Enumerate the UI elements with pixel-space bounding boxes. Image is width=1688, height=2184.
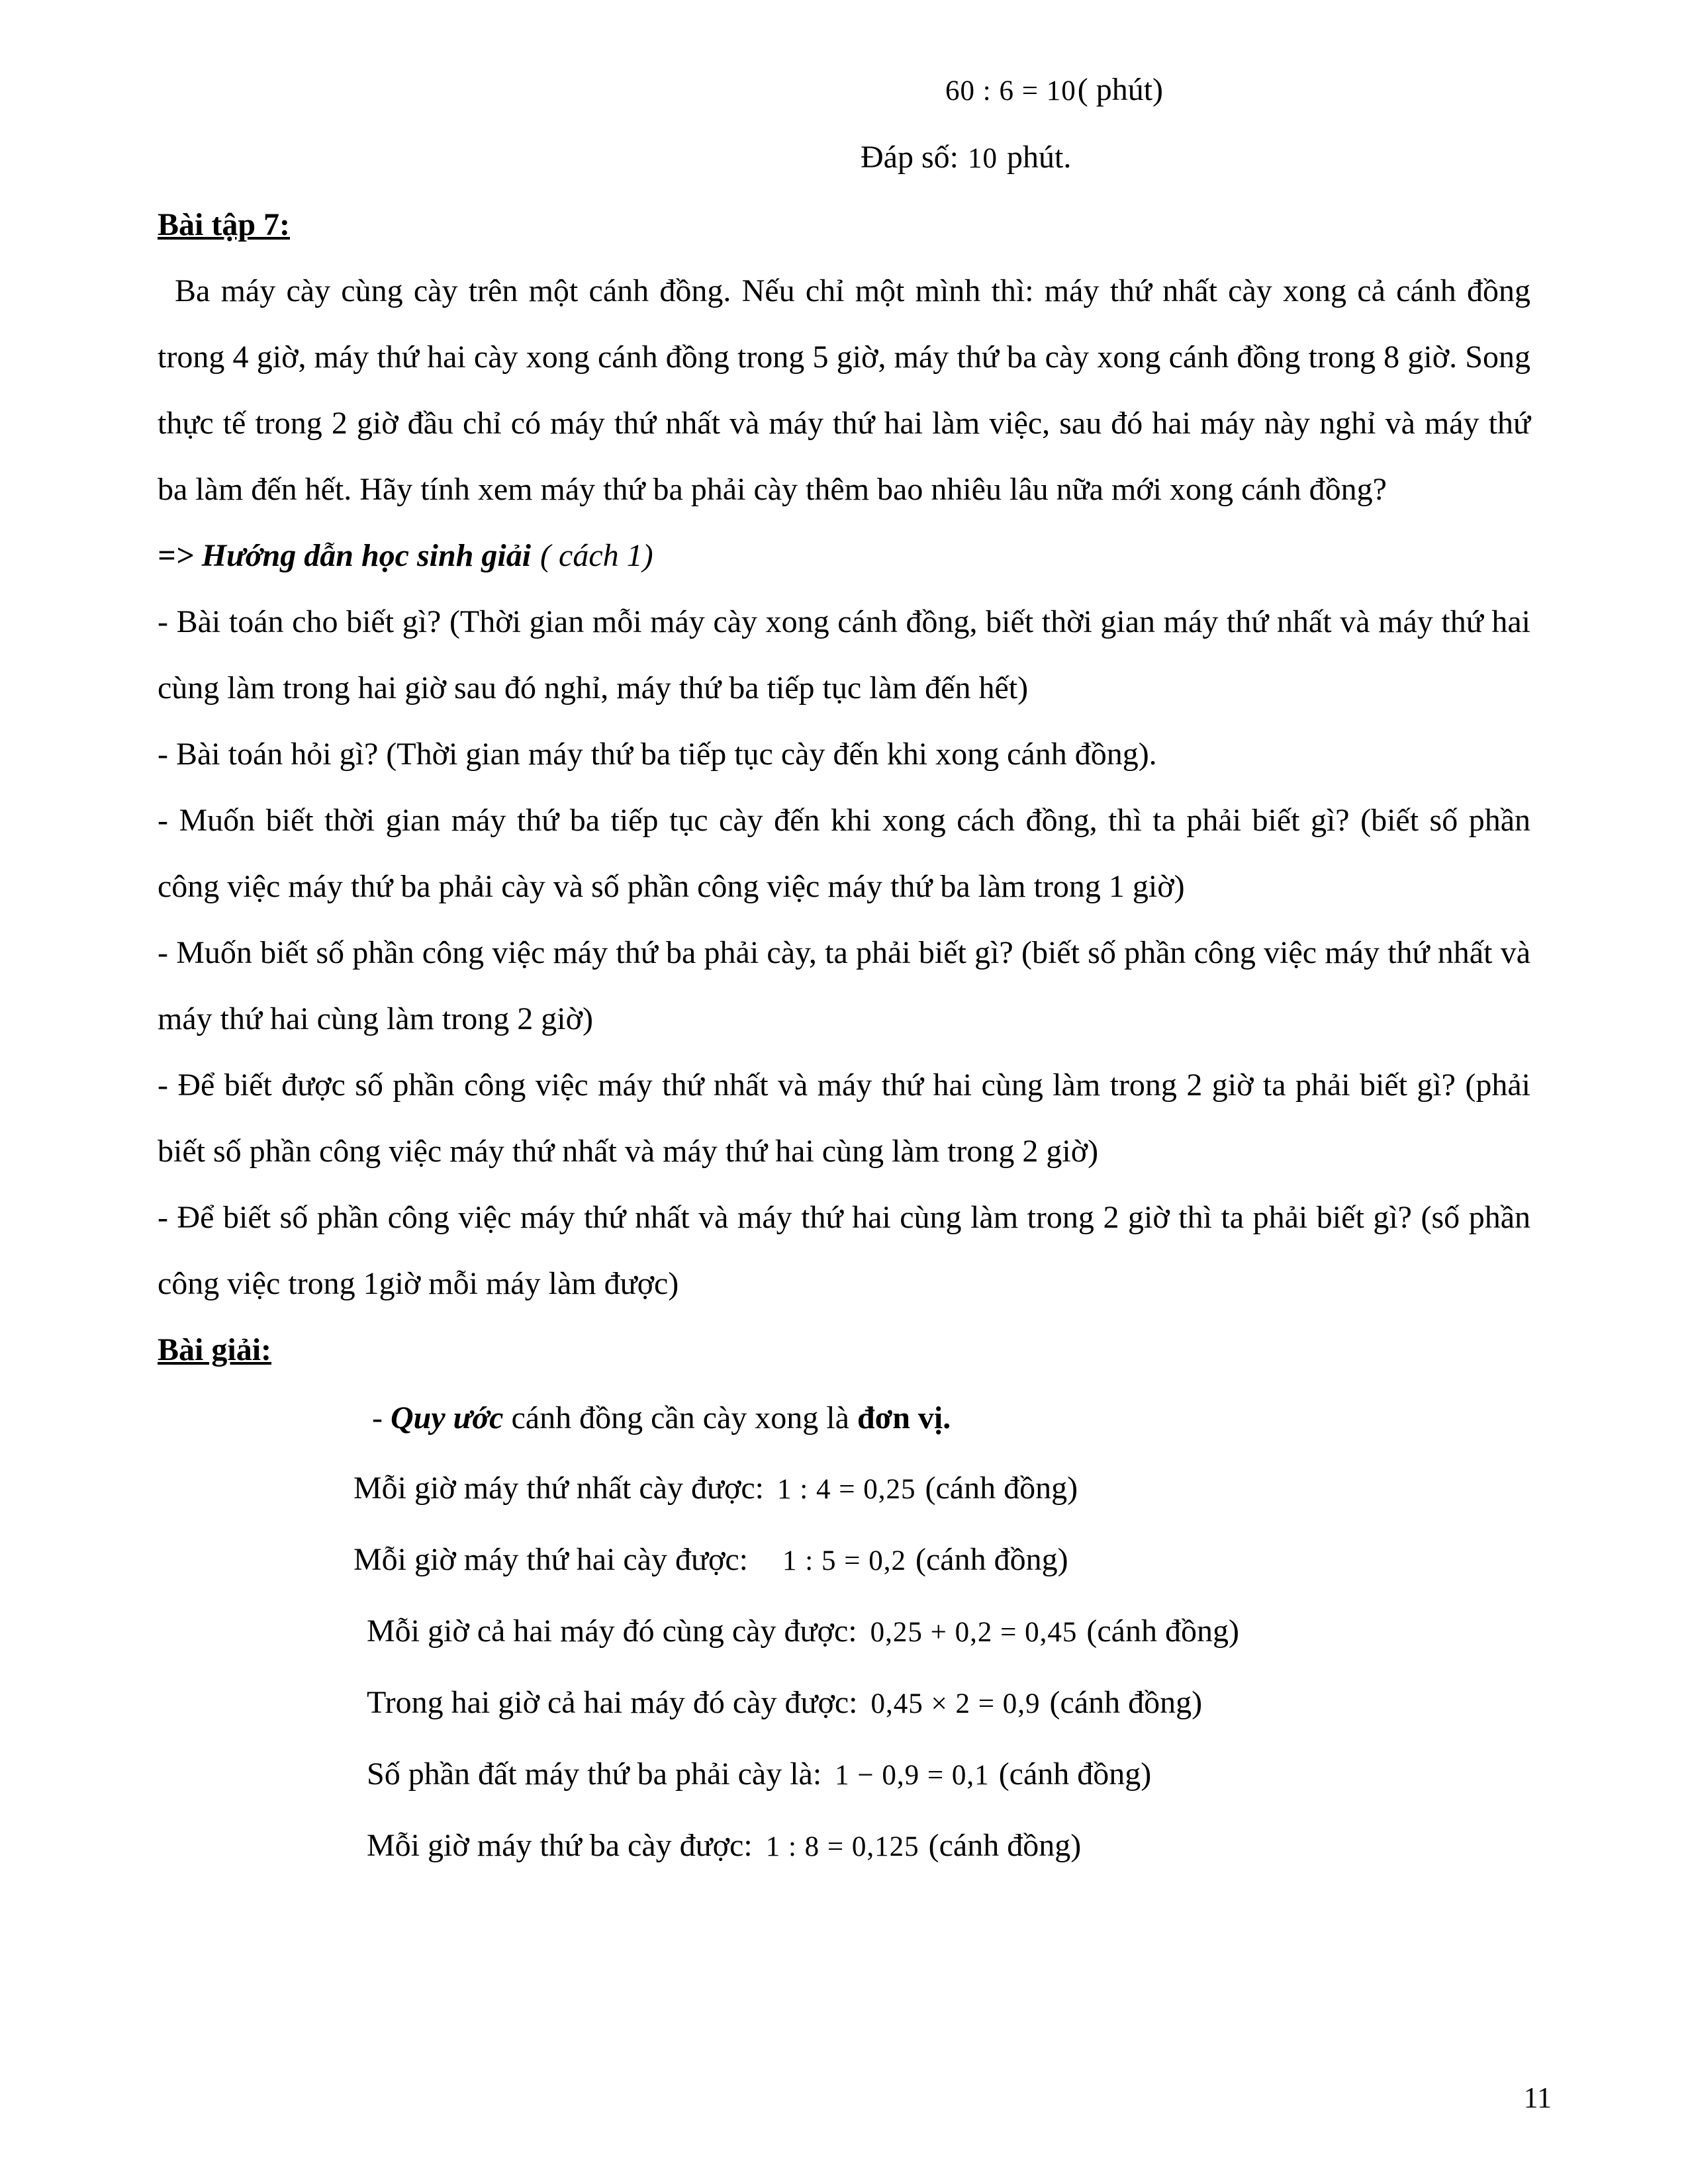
step-label: Mỗi giờ máy thứ nhất cày được: (353, 1471, 765, 1506)
answer-value: 10 (967, 143, 998, 174)
convention-term: Quy ước (390, 1400, 504, 1435)
step-unit: (cánh đồng) (1049, 1685, 1203, 1720)
question-2: - Bài toán hỏi gì? (Thời gian máy thứ ba tiếp tục cày đến khi xong cánh đồng). (158, 737, 1157, 772)
step-unit: (cánh đồng) (998, 1756, 1152, 1792)
step-formula: 0,45 × 2 = 0,9 (870, 1688, 1041, 1719)
solution-step-5 (367, 1739, 1530, 1811)
step-unit: (cánh đồng) (1086, 1614, 1239, 1649)
solution-step-3 (367, 1596, 1530, 1668)
convention-dash: - (372, 1400, 391, 1435)
step-formula: 1 − 0,9 = 0,1 (835, 1760, 990, 1791)
convention-emphasis: đơn vị. (857, 1400, 951, 1435)
answer-formula-unit: ( phút) (1077, 72, 1164, 107)
step-label: Số phần đất máy thứ ba phải cày là: (367, 1756, 822, 1792)
question-4: - Muốn biết số phần công việc máy thứ ba phải cày, ta phải biết gì? (biết số phần công việc máy thứ nhất và máy thứ hai cùng làm trong 2 giờ) (158, 935, 1530, 1036)
solution-block (353, 1383, 1530, 1882)
convention-line (372, 1383, 1530, 1453)
solution-step-6 (367, 1811, 1530, 1882)
question-1: - Bài toán cho biết gì? (Thời gian mỗi máy cày xong cánh đồng, biết thời gian máy thứ nhất và máy thứ hai cùng làm trong hai giờ sau đó nghỉ, máy thứ ba tiếp tục làm đến hết) (158, 604, 1530, 705)
guidance-heading (158, 523, 1530, 589)
answer-result-line (861, 124, 1530, 192)
step-formula: 0,25 + 0,2 = 0,45 (870, 1617, 1078, 1648)
exercise-heading: Bài tập 7: (158, 207, 291, 242)
guidance-note: ( cách 1) (540, 538, 653, 573)
solution-heading: Bài giải: (158, 1332, 272, 1367)
question-3: - Muốn biết thời gian máy thứ ba tiếp tục cày đến khi xong cách đồng, thì ta phải biết gì? (biết số phần công việc máy thứ ba phải cày và số phần công việc máy thứ ba làm trong 1 giờ) (158, 803, 1530, 904)
step-formula: 1 : 4 = 0,25 (777, 1474, 916, 1505)
step-label: Mỗi giờ máy thứ hai cày được: (353, 1542, 749, 1577)
convention-text: cánh đồng cần cày xong là (503, 1400, 857, 1435)
guidance-title: => Hướng dẫn học sinh giải (158, 538, 532, 573)
question-5: - Để biết được số phần công việc máy thứ nhất và máy thứ hai cùng làm trong 2 giờ ta phải biết gì? (phải biết số phần công việc máy thứ nhất và máy thứ hai cùng làm trong 2 giờ) (158, 1068, 1530, 1169)
answer-label: Đáp số: (861, 140, 959, 175)
step-label: Mỗi giờ máy thứ ba cày được: (367, 1828, 753, 1863)
answer-formula-line (945, 57, 1530, 124)
step-formula: 1 : 8 = 0,125 (765, 1831, 919, 1862)
solution-step-2 (353, 1525, 1530, 1596)
step-label: Mỗi giờ cả hai máy đó cùng cày được: (367, 1614, 857, 1649)
step-unit: (cánh đồng) (915, 1542, 1068, 1577)
step-formula: 1 : 5 = 0,2 (782, 1545, 906, 1576)
question-6: - Để biết số phần công việc máy thứ nhất và máy thứ hai cùng làm trong 2 giờ thì ta phải biết gì? (số phần công việc trong 1giờ mỗi máy làm được) (158, 1200, 1530, 1301)
solution-step-4 (367, 1668, 1530, 1739)
page-number: 11 (1523, 2081, 1552, 2114)
step-unit: (cánh đồng) (925, 1471, 1078, 1506)
solution-step-1 (353, 1453, 1530, 1525)
step-unit: (cánh đồng) (928, 1828, 1082, 1863)
answer-formula: 60 : 6 = 10 (945, 75, 1076, 107)
exercise-statement: Ba máy cày cùng cày trên một cánh đồng. Nếu chỉ một mình thì: máy thứ nhất cày xong cả cánh đồng trong 4 giờ, máy thứ hai cày xong cánh đồng trong 5 giờ, máy thứ ba cày xong cánh đồng trong 8 giờ. Song thực tế trong 2 giờ đầu chỉ có máy thứ nhất và máy thứ hai làm việc, sau đó hai máy này nghỉ và máy thứ ba làm đến hết. Hãy tính xem máy thứ ba phải cày thêm bao nhiêu lâu nữa mới xong cánh đồng? (158, 273, 1530, 507)
answer-unit: phút. (1006, 140, 1072, 175)
step-label: Trong hai giờ cả hai máy đó cày được: (367, 1685, 858, 1720)
